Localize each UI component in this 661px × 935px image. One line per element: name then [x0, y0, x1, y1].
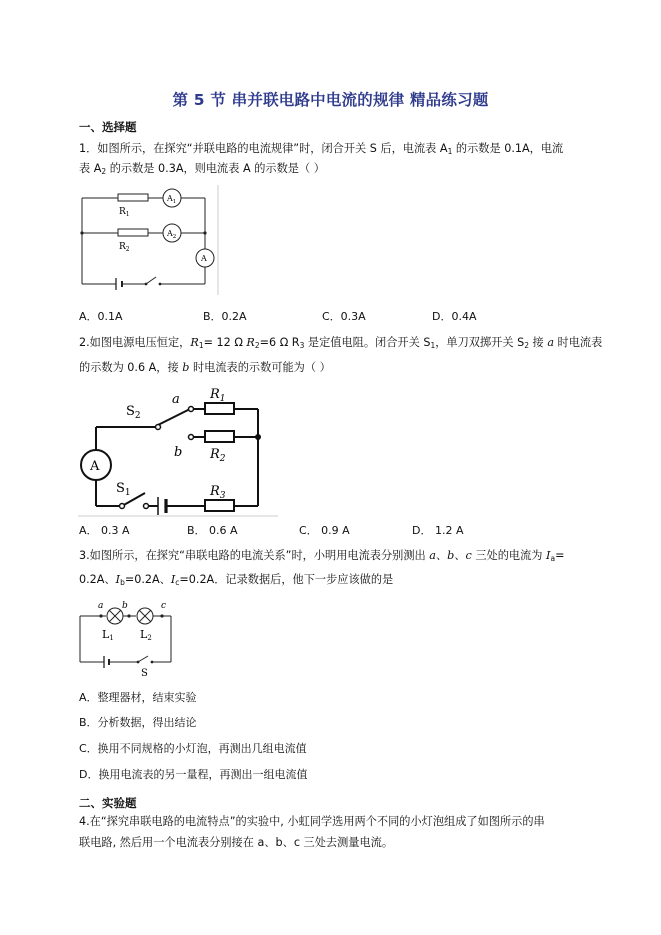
q2-option-a[interactable]: A． 0.3 A: [79, 524, 130, 537]
svg-text:L2: L2: [140, 628, 152, 642]
q2-option-d[interactable]: D． 1.2 A: [412, 524, 464, 537]
q2-label-r2: R: [210, 447, 220, 462]
q4-text-line2: 联电路, 然后用一个电流表分别接在 a、b、c 三处去测量电流。: [79, 836, 394, 849]
q2-label-r3: R: [210, 484, 220, 499]
q1-label-a2: A: [167, 229, 173, 238]
q2-label-s1: S: [116, 481, 125, 496]
svg-text:R3: $R_3$: [210, 484, 226, 501]
q3-text-line2: 0.2A、$I_b=0.2A$、$I_c=0.2A$．记录数据后，他下一步应该做的是: [79, 573, 394, 587]
q1-option-b[interactable]: B．0.2A: [203, 310, 247, 323]
q2-label-s2: S: [126, 404, 135, 419]
q1-text-line2: 表 $A_2$ 的示数是 0.3A，则电流表 A 的示数是（ ）: [79, 162, 325, 176]
svg-text:S1: $S_1$: [116, 481, 131, 498]
q1-option-d[interactable]: D．0.4A: [432, 310, 477, 323]
q3-label-l1: L: [102, 628, 110, 641]
q3-option-b[interactable]: B．分析数据，得出结论: [79, 716, 197, 729]
q3-label-b: b: [122, 601, 128, 611]
page-title: 第 5 节 串并联电路中电流的规律 精品练习题: [172, 91, 489, 109]
svg-text:R1: $R_1$: [210, 387, 226, 404]
q1-label-a1: A: [167, 194, 173, 203]
q1-option-c[interactable]: C．0.3A: [322, 310, 366, 323]
q2-option-c[interactable]: C． 0.9 A: [299, 524, 350, 537]
q2-option-b[interactable]: B． 0.6 A: [187, 524, 238, 537]
q1-label-r1: R: [119, 207, 126, 217]
q2-label-ammeter: A: [90, 459, 100, 474]
q4-text-line1: 4.在“探究串联电路的电流特点”的实验中, 小虹同学选用两个不同的小灯泡组成了如图所示的串: [79, 815, 545, 828]
q3-label-l2: L: [140, 628, 148, 641]
q1-label-a: A: [201, 254, 207, 263]
section-experiment-heading: 二、实验题: [79, 796, 137, 810]
svg-text:L1: L1: [102, 628, 114, 642]
q3-option-d[interactable]: D．换用电流表的另一量程，再测出一组电流值: [79, 768, 308, 781]
q3-label-a: a: [98, 601, 104, 611]
q2-label-r1: R: [210, 387, 220, 402]
svg-text:A2: $A_2$: [167, 229, 177, 240]
svg-text:R2: $R_2$: [119, 242, 130, 253]
q1-label-r2: R: [119, 242, 126, 252]
svg-text:A1: $A_1$: [167, 194, 177, 205]
q3-label-c: c: [161, 601, 167, 611]
svg-text:R1: $R_1$: [119, 207, 130, 218]
q2-circuit-diagram: [78, 382, 278, 518]
q1-option-a[interactable]: A．0.1A: [79, 310, 123, 323]
q2-text-line1: 2.如图电源电压恒定，$R_1= 12$ Ω $R_2=6$ Ω $R_3$ 是定值电阻。闭合开关 $S_1$，单刀双掷开关 $S_2$ 接 a 时电流表: [79, 336, 603, 350]
q2-text-line2: 的示数为 0.6 A，接 b 时电流表的示数可能为（ ）: [79, 361, 331, 374]
svg-text:R2: $R_2$: [210, 447, 226, 464]
q3-option-a[interactable]: A．整理器材，结束实验: [79, 691, 197, 704]
q1-circuit-diagram: [78, 185, 223, 295]
section-choice-heading: 一、选择题: [79, 120, 137, 134]
q1-text-line1: 1．如图所示，在探究“并联电路的电流规律”时，闭合开关 S 后，电流表 $A_1$ 的示数是 0.1A，电流: [79, 142, 564, 156]
q3-text-line1: 3.如图所示，在探究“串联电路的电流关系”时，小明用电流表分别测出 a、b、c 三处的电流为 $I_a=$: [79, 549, 565, 563]
q2-label-b: b: [174, 445, 183, 460]
svg-text:S2: $S_2$: [126, 404, 141, 421]
q3-option-c[interactable]: C．换用不同规格的小灯泡，再测出几组电流值: [79, 742, 307, 755]
q3-circuit-diagram: [78, 598, 178, 678]
q2-label-a: a: [172, 392, 180, 407]
q3-label-s: S: [141, 668, 148, 679]
